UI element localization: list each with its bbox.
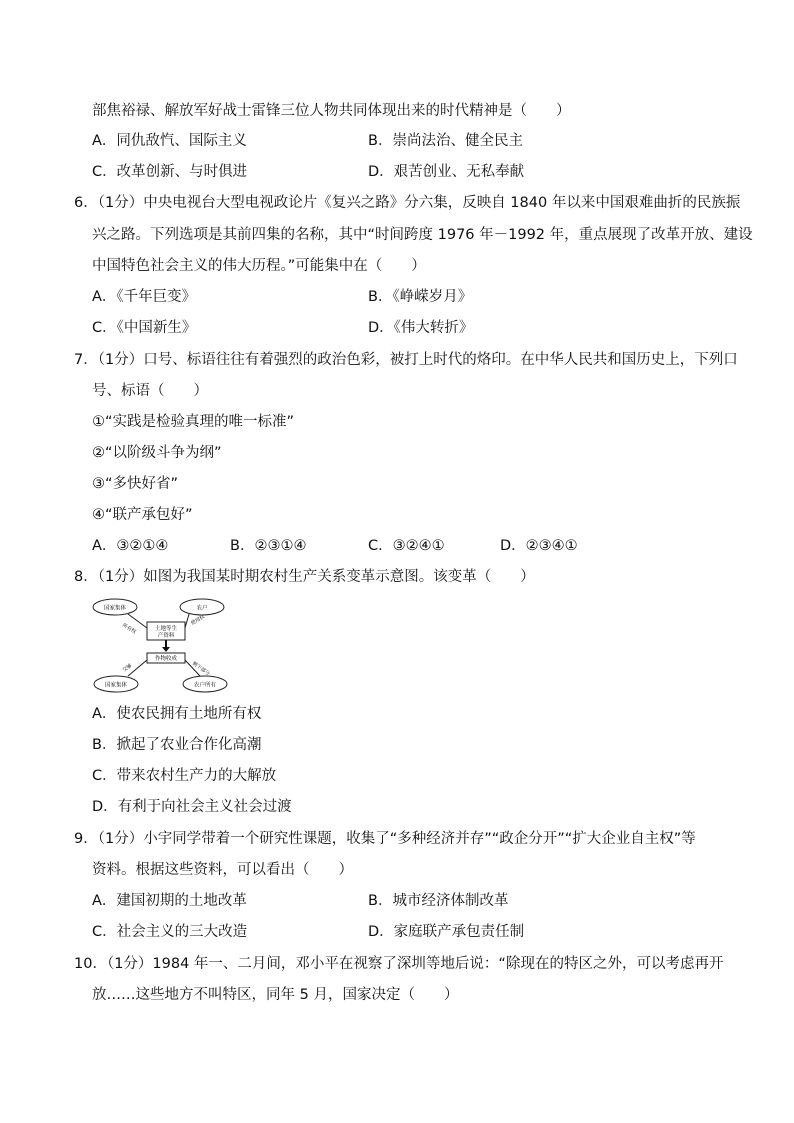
q9-line-2: 资料。根据这些资料，可以看出（ ）	[92, 862, 353, 878]
q6-line-1: 6．（1分）中央电视台大型电视政论片《复兴之路》分六集，反映自 1840 年以来中国艰难曲折的民族振	[74, 195, 741, 211]
down-arrow-icon	[162, 647, 170, 652]
q8-option-a: A．使农民拥有土地所有权	[92, 706, 262, 722]
q9-option-c: C．社会主义的三大改造	[92, 924, 248, 940]
q6-option-c: C．《中国新生》	[92, 320, 197, 336]
q7-option-a: A．③②①④	[92, 538, 169, 554]
q8-option-c: C．带来农村生产力的大解放	[92, 768, 277, 784]
q9-option-b: B．城市经济体制改革	[368, 893, 509, 909]
q8-option-d: D．有利于向社会主义社会过渡	[92, 799, 292, 815]
production-relation-diagram	[92, 596, 242, 696]
q7-item-1: ①“实践是检验真理的唯一标准”	[92, 414, 295, 430]
q5-stem-tail: 部焦裕禄、解放军好战士雷锋三位人物共同体现出来的时代精神是（ ）	[92, 103, 571, 119]
diagram-bottom-right-label: 农户所有	[193, 682, 217, 689]
q10-line-1: 10．（1分）1984 年一、二月间，邓小平在视察了深圳等地后说：“除现在的特区之外，可以考虑再开	[74, 956, 724, 972]
q5-option-a: A．同仇敌忾、国际主义	[92, 133, 247, 149]
q7-line-1: 7．（1分）口号、标语往往有着强烈的政治色彩，被打上时代的烙印。在中华人民共和国历史上，下列口	[74, 352, 738, 368]
diagram-right-lower-label: 剩下部分	[190, 660, 211, 678]
diagram-center-line-1: 土地等生	[154, 626, 178, 632]
q6-option-b: B．《峥嵘岁月》	[368, 289, 473, 305]
q9-option-d: D．家庭联产承包责任制	[368, 924, 525, 940]
q9-option-a: A．建国初期的土地改革	[92, 893, 247, 909]
diagram-bottom-left-label: 国家集体	[104, 682, 128, 689]
q6-option-a: A．《千年巨变》	[92, 289, 197, 305]
diagram-left-lower-label: 交够	[121, 662, 134, 674]
diagram-center-line-2: 产资料	[157, 633, 175, 639]
q7-item-2: ②“以阶级斗争为纲”	[92, 445, 222, 461]
q7-option-c: C．③②④①	[368, 538, 445, 554]
q9-line-1: 9．（1分）小宇同学带着一个研究性课题，收集了“多种经济并存”“政企分开”“扩大企业自主权”等	[74, 831, 696, 847]
q5-option-c: C．改革创新、与时俱进	[92, 164, 248, 180]
q7-option-b: B．②③①④	[230, 538, 307, 554]
connector-top-right	[185, 614, 189, 628]
q5-option-b: B．崇尚法治、健全民主	[368, 133, 523, 149]
diagram-right-edge-label: 使用权	[190, 614, 207, 627]
q10-line-2: 放……这些地方不叫特区，同年 5 月，国家决定（ ）	[92, 987, 459, 1003]
q8-line: 8．（1分）如图为我国某时期农村生产关系变革示意图。该变革（ ）	[74, 569, 535, 585]
q6-option-d: D．《伟大转折》	[368, 320, 474, 336]
q7-item-3: ③“多快好省”	[92, 476, 179, 492]
diagram-middle-label: 作物收成	[154, 656, 178, 662]
q7-line-2: 号、标语（ ）	[92, 383, 208, 399]
diagram-top-right-label: 农户	[196, 605, 208, 612]
q6-line-2: 兴之路。下列选项是其前四集的名称，其中“时间跨度 1976 年－1992 年，重点展现了改革开放、建设	[92, 227, 753, 243]
diagram-left-edge-label: 所有权	[121, 622, 138, 636]
q8-option-b: B．掀起了农业合作化高潮	[92, 737, 262, 753]
diagram-top-left-label: 国家集体	[103, 605, 127, 612]
q7-item-4: ④“联产承包好”	[92, 507, 193, 523]
q6-line-3: 中国特色社会主义的伟大历程。”可能集中在（ ）	[92, 258, 426, 274]
q5-option-d: D．艰苦创业、无私奉献	[368, 164, 525, 180]
q7-option-d: D．②③④①	[500, 538, 578, 554]
